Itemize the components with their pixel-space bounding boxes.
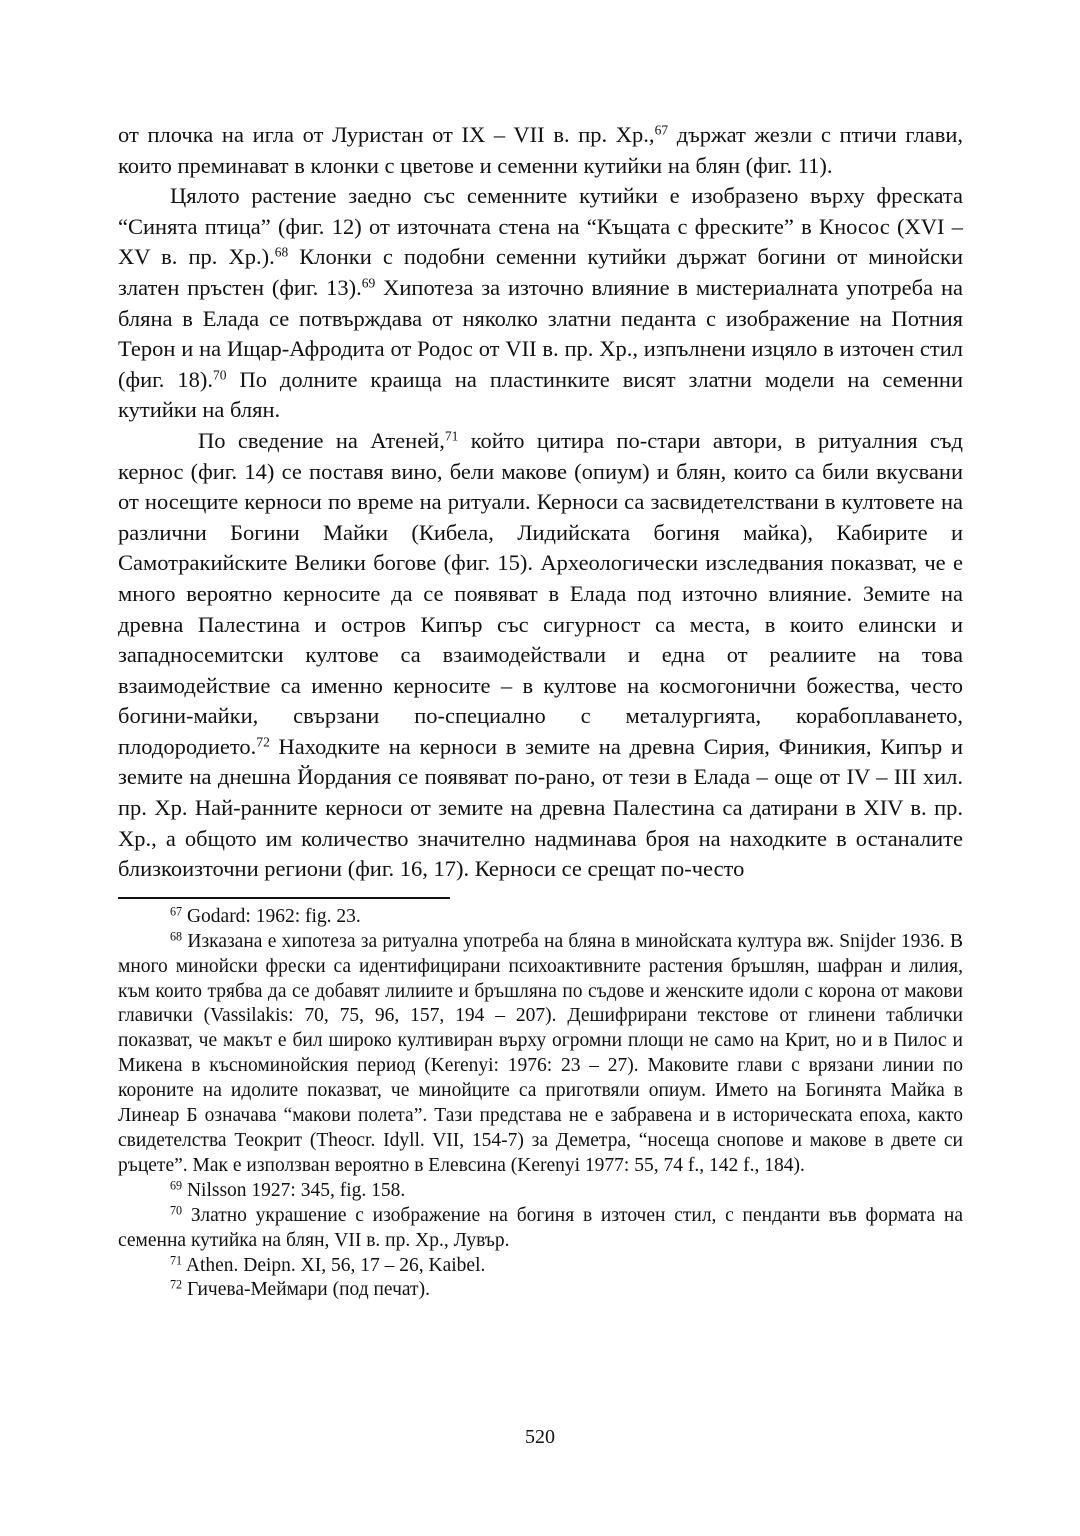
footnotes — [118, 905, 963, 1304]
footnote-ref-70: 70 — [213, 367, 227, 383]
footnote-70 — [118, 1204, 963, 1254]
footnote-text: Изказана е хипотеза за ритуална употреба на бляна в минойската култура вж. Snijder 1936. В много минойски фрески са идентифицирани психоактивните растения бръшлян, шафран и лилия, към които трябва да се добавят лилиите и бръшляна по съдове и женските идоли с корона от макови главички (Vassilakis: 70, 75, 96, 157, 194 – 207). Дешифрирани текстове от глинени таблички показват, че макът е бил широко култивиран върху огромни площи не само на Крит, но и в Пилос и Микена в късноминойския период (Kerenyi: 1976: 23 – 27). Маковите глави с врязани линии по короните на идолите показват, че минойците са приготвяли опиум. Името на Богинята Майка в Линеар Б означава “макови полета”. Тази представа не е забравена и в историческата епоха, както свидетелства Теокрит (Theocr. Idyll. VII, 154-7) за Деметра, “носеща снопове и макове в двете си ръцете”. Мак е използван вероятно в Елевсина (Kerenyi 1977: 55, 74 f., 142 f., 184). — [118, 930, 963, 1176]
footnote-text: Nilsson 1927: 345, fig. 158. — [182, 1179, 406, 1201]
text-run: По сведение на Атеней, — [198, 427, 445, 453]
paragraph-2 — [118, 181, 963, 426]
footnote-ref-69: 69 — [361, 275, 376, 291]
footnote-69 — [118, 1179, 963, 1204]
text-run: Цялото растение заедно със семенните кутийки е изобразено върху фреската “Синята птица” (фиг. 12) от източната стена на “Къщата с фреските” в Кносос (XVI – XV в. пр. Хр.). — [118, 183, 963, 270]
footnote-number: 68 — [170, 929, 183, 944]
footnote-number: 71 — [170, 1252, 183, 1267]
footnote-number: 67 — [170, 904, 183, 919]
footnote-ref-72: 72 — [256, 734, 270, 750]
text-run: държат жезли с птичи глави, които преминават в клонки с цветове и семенни кутийки на блян (фиг. 11). — [118, 122, 963, 178]
main-text — [118, 120, 963, 885]
paragraph-3 — [118, 426, 963, 885]
footnote-text: Godard: 1962: fig. 23. — [182, 905, 361, 927]
footnote-ref-71: 71 — [444, 428, 459, 444]
footnote-text: Златно украшение с изображение на богиня в източен стил, с пенданти във формата на семенна кутийка на блян, VII в. пр. Хр., Лувър. — [118, 1204, 963, 1251]
text-run: Клонки с подобни семенни кутийки държат богини от минойски златен пръстен (фиг. 13). — [118, 244, 963, 300]
paragraph-1 — [118, 120, 963, 181]
text-run: от плочка на игла от Луристан от IX – VII в. пр. Хр., — [118, 122, 655, 147]
footnote-separator — [118, 897, 450, 899]
footnote-number: 69 — [170, 1178, 183, 1193]
footnote-ref-67: 67 — [654, 122, 669, 138]
footnote-67 — [118, 905, 963, 930]
footnote-number: 72 — [170, 1277, 183, 1292]
footnote-number: 70 — [170, 1203, 183, 1218]
page-content — [118, 120, 963, 1303]
text-run: Хипотеза за източно влияние в мистериалната употреба на бляна в Елада се потвърждава от няколко златни педанта с изображение на Потния Терон и на Ищар-Афродита от Родос от VII в. пр. Хр., изпълнени изцяло в източен стил (фиг. 18). — [118, 274, 963, 392]
text-run: който цитира по-стари автори, в ритуалния съд кернос (фиг. 14) се поставя вино, бели макове (опиум) и блян, които са били вкусвани от носещите керноси по време на ритуали. Керноси са засвидетелствани в култовете на различни Богини Майки (Кибела, Лидийската богиня майка), Кабирите и Самотракийските Велики богове (фиг. 15). Археологически изследвания показват, че е много вероятно керносите да се появяват в Елада под източно влияние. Земите на древна Палестина и остров Кипър със сигурност са места, в които елински и западносемитски култове са взаимодействали и една от реалиите на това взаимодействие са именно керносите – в култове на космогонични божества, често богини-майки, свързани по-специално с металургията, корабоплаването, плодородието. — [118, 427, 963, 759]
footnote-ref-68: 68 — [274, 244, 289, 260]
footnote-72 — [118, 1278, 963, 1303]
footnote-68 — [118, 930, 963, 1179]
text-run: По долните краища на пластинките висят златни модели на семенни кутийки на блян. — [118, 366, 963, 423]
footnote-text: Гичева-Меймари (под печат). — [182, 1279, 430, 1301]
page-number: 520 — [525, 1426, 555, 1448]
footnote-text: Athen. Deipn. XI, 56, 17 – 26, Kaibel. — [182, 1254, 486, 1276]
text-run: Находките на керноси в земите на древна Сирия, Финикия, Кипър и земите на днешна Йордания се появяват по-рано, от тези в Елада – още от IV – III хил. пр. Хр. Най-ранните керноси от земите на древна Палестина са датирани в XIV в. пр. Хр., а общото им количество значително надминава броя на находките в останалите близкоизточни региони (фиг. 16, 17). Керноси се срещат по-често — [118, 733, 963, 882]
footnote-71 — [118, 1254, 963, 1279]
